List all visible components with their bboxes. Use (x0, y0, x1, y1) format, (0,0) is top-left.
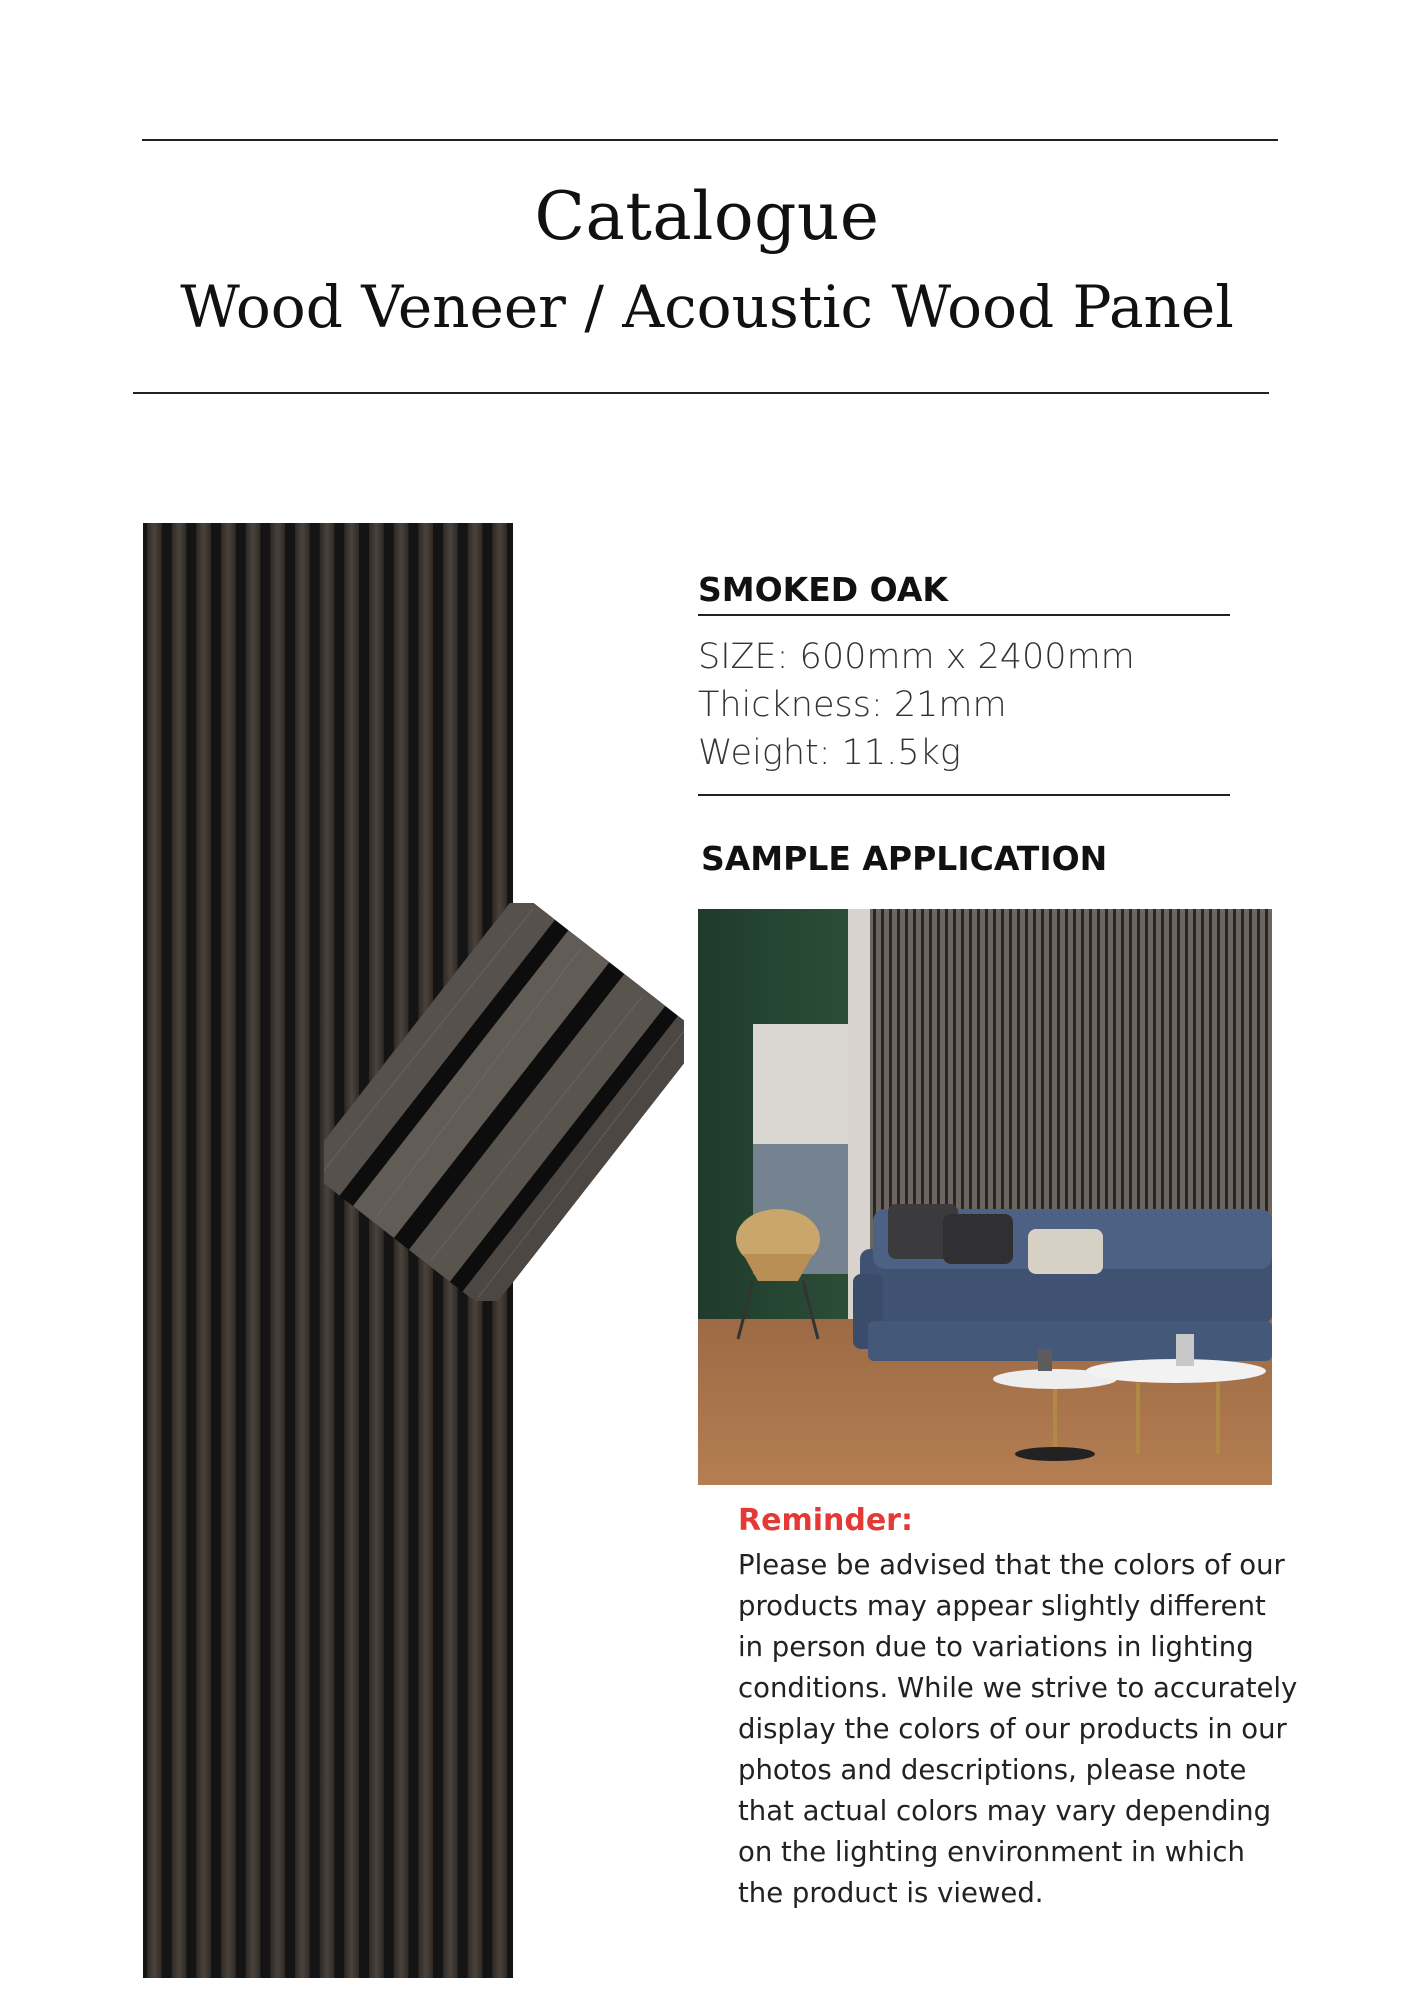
page-title: Catalogue (534, 178, 880, 255)
panel-slat (147, 523, 162, 1978)
reminder-title: Reminder: (738, 1503, 913, 1538)
sample-application-title: SAMPLE APPLICATION (701, 839, 1108, 878)
panel-sample-swatch (324, 903, 684, 1301)
panel-slat (172, 523, 187, 1978)
panel-slat (270, 523, 285, 1978)
product-name: SMOKED OAK (698, 570, 948, 609)
panel-slat (221, 523, 236, 1978)
spec-weight: Weight: 11.5kg (698, 733, 961, 773)
top-divider (142, 139, 1278, 141)
panel-slat (196, 523, 211, 1978)
spec-size: SIZE: 600mm x 2400mm (698, 637, 1135, 677)
header-bottom-divider (133, 392, 1269, 394)
panel-slat (246, 523, 261, 1978)
specs-divider (698, 794, 1230, 796)
product-name-divider (698, 614, 1230, 616)
spec-thickness: Thickness: 21mm (698, 685, 1007, 725)
page-subtitle: Wood Veneer / Acoustic Wood Panel (180, 273, 1234, 341)
reminder-text: Please be advised that the colors of our products may appear slightly different in person due to variations in lighting conditions. While we strive to accurately display the colors of our products in our photos and descriptions, please note that actual colors may vary depending on the lighting environment in which the product is viewed. (738, 1549, 1298, 1909)
panel-slat (295, 523, 310, 1978)
sample-application-photo (698, 909, 1272, 1485)
